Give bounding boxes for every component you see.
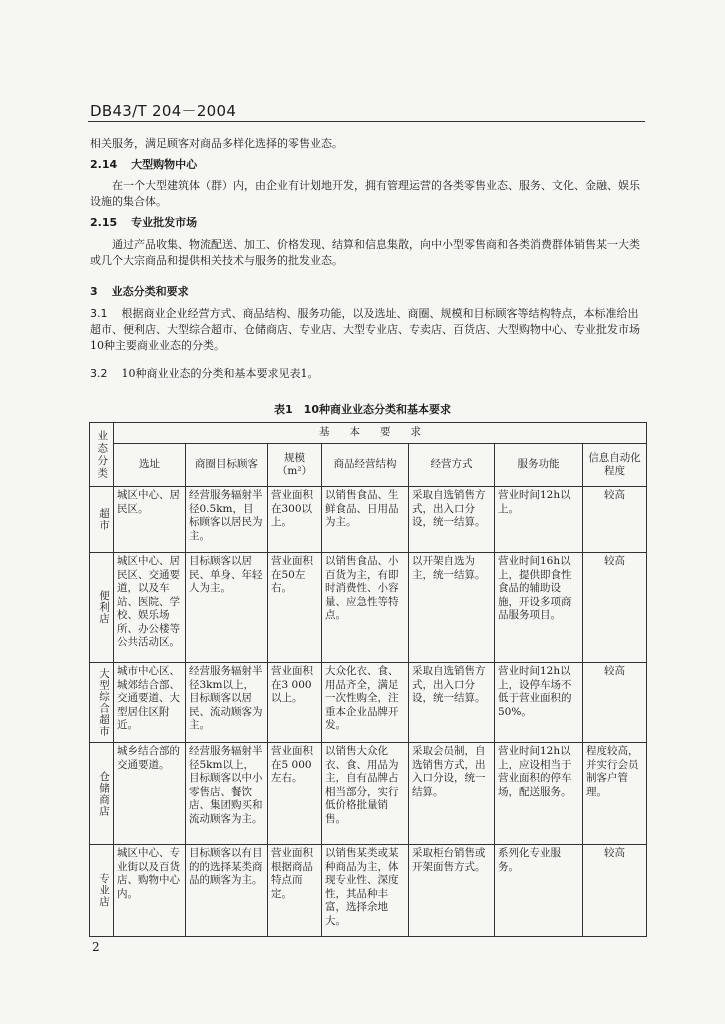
cell-location: 城区中心、居民区。 xyxy=(114,487,186,553)
cell-scale: 营业面积在50左右。 xyxy=(268,553,322,663)
cell-info-level: 较高 xyxy=(583,845,647,937)
group-header: 基本要求 xyxy=(114,423,647,444)
cell-scale: 营业面积根据商品特点而定。 xyxy=(268,845,322,937)
section-title: 业态分类和要求 xyxy=(111,285,189,298)
cell-operation-mode: 采取自选销售方式，出入口分设，统一结算。 xyxy=(409,663,495,743)
cell-target-customers: 目标顾客以有目的的选择某类商品的顾客为主。 xyxy=(186,845,268,937)
row-category: 专业店 xyxy=(90,845,114,937)
cell-operation-mode: 采取会员制，自选销售方式，出入口分设，统一结算。 xyxy=(409,743,495,845)
cell-service: 营业时间12h以上，设停车场不低于营业面积的50%。 xyxy=(495,663,583,743)
col-header: 服务功能 xyxy=(495,444,583,487)
section-3-1 xyxy=(90,306,645,354)
section-3-heading xyxy=(90,284,645,300)
table-row xyxy=(90,487,647,553)
section-number: 3.1 xyxy=(90,307,108,320)
cell-info-level: 较高 xyxy=(583,663,647,743)
cell-product-structure: 以销售某类或某种商品为主，体现专业性、深度性，其品种丰富，选择余地大。 xyxy=(322,845,409,937)
section-3-2 xyxy=(90,366,645,382)
cell-location: 城区中心、专业街以及百货店、购物中心内。 xyxy=(114,845,186,937)
cell-target-customers: 经营服务辐射半径3km以上，目标顾客以居民、流动顾客为主。 xyxy=(186,663,268,743)
row-category: 超市 xyxy=(90,487,114,553)
cell-operation-mode: 采取柜台销售或开架面售方式。 xyxy=(409,845,495,937)
table-row xyxy=(90,845,647,937)
cell-info-level: 程度较高，并实行会员制客户管理。 xyxy=(583,743,647,845)
cell-target-customers: 经营服务辐射半径0.5km，目标顾客以居民为主。 xyxy=(186,487,268,553)
cell-operation-mode: 采取自选销售方式，出入口分设，统一结算。 xyxy=(409,487,495,553)
section-2-15-body: 通过产品收集、物流配送、加工、价格发现、结算和信息集散，向中小型零售商和各类消费群体销售某一大类或几个大宗商品和提供相关技术与服务的批发业态。 xyxy=(90,238,640,267)
cell-scale: 营业面积在3 000以上。 xyxy=(268,663,322,743)
cell-target-customers: 经营服务辐射半径5km以上，目标顾客以中小零售店、餐饮店、集团购买和流动顾客为主。 xyxy=(186,743,268,845)
corner-header: 业态分类 xyxy=(90,423,114,487)
section-title: 大型购物中心 xyxy=(131,158,198,171)
header-rule xyxy=(88,121,645,122)
table-row xyxy=(90,743,647,845)
section-2-14-heading xyxy=(90,157,645,173)
col-header: 商圈目标顾客 xyxy=(186,444,268,487)
row-category: 仓储商店 xyxy=(90,743,114,845)
cell-location: 城市中心区、城郊结合部、交通要道、大型居住区附近。 xyxy=(114,663,186,743)
cell-operation-mode: 以开架自选为主，统一结算。 xyxy=(409,553,495,663)
section-number: 2.15 xyxy=(90,216,118,229)
cell-service: 营业时间12h以上，应设相当于营业面积的停车场，配送服务。 xyxy=(495,743,583,845)
section-number: 3.2 xyxy=(90,367,108,380)
cell-product-structure: 以销售食品、小百货为主，有即时消费性、小容量、应急性等特点。 xyxy=(322,553,409,663)
cell-location: 城乡结合部的交通要道。 xyxy=(114,743,186,845)
cell-info-level: 较高 xyxy=(583,487,647,553)
section-body: 根据商业企业经营方式、商品结构、服务功能，以及选址、商圈、规模和目标顾客等结构特点，本标准给出超市、便利店、大型综合超市、仓储商店、专业店、大型专业店、专卖店、百货店、大型购物中心、专业批发市场10种主要商业业态的分类。 xyxy=(90,307,640,352)
document-id: DB43/T 204－2004 xyxy=(90,102,237,120)
col-header: 规模（m²） xyxy=(268,444,322,487)
table-caption: 表1 10种商业业态分类和基本要求 xyxy=(274,403,451,416)
cell-info-level: 较高 xyxy=(583,553,647,663)
cell-scale: 营业面积在5 000左右。 xyxy=(268,743,322,845)
page-number: 2 xyxy=(92,940,100,954)
table-row xyxy=(90,663,647,743)
cell-product-structure: 以销售食品、生鲜食品、日用品为主。 xyxy=(322,487,409,553)
col-header: 经营方式 xyxy=(409,444,495,487)
cell-product-structure: 大众化衣、食、用品齐全，满足一次性购全，注重本企业品牌开发。 xyxy=(322,663,409,743)
cell-target-customers: 目标顾客以居民、单身、年轻人为主。 xyxy=(186,553,268,663)
row-category: 便利店 xyxy=(90,553,114,663)
section-number: 2.14 xyxy=(90,158,118,171)
cell-service: 营业时间16h以上，提供即食性食品的辅助设施，开设多项商品服务项目。 xyxy=(495,553,583,663)
section-number: 3 xyxy=(90,285,98,298)
section-title: 专业批发市场 xyxy=(131,216,198,229)
cell-product-structure: 以销售大众化衣、食、用品为主，自有品牌占相当部分，实行低价格批量销售。 xyxy=(322,743,409,845)
business-format-table xyxy=(89,422,647,937)
table-row xyxy=(90,553,647,663)
paragraph-intro: 相关服务，满足顾客对商品多样化选择的零售业态。 xyxy=(90,137,343,150)
cell-service: 营业时间12h以上。 xyxy=(495,487,583,553)
cell-service: 系列化专业服务。 xyxy=(495,845,583,937)
section-2-14-body: 在一个大型建筑体（群）内，由企业有计划地开发，拥有管理运营的各类零售业态、服务、文化、金融、娱乐设施的集合体。 xyxy=(90,179,640,208)
section-2-15-heading xyxy=(90,215,645,231)
col-header: 选址 xyxy=(114,444,186,487)
cell-scale: 营业面积在300以上。 xyxy=(268,487,322,553)
row-category: 大型综合超市 xyxy=(90,663,114,743)
col-header: 商品经营结构 xyxy=(322,444,409,487)
section-body: 10种商业业态的分类和基本要求见表1。 xyxy=(121,367,319,380)
cell-location: 城区中心、居民区、交通要道，以及车站、医院、学校、娱乐场所、办公楼等公共活动区。 xyxy=(114,553,186,663)
col-header: 信息自动化程度 xyxy=(583,444,647,487)
